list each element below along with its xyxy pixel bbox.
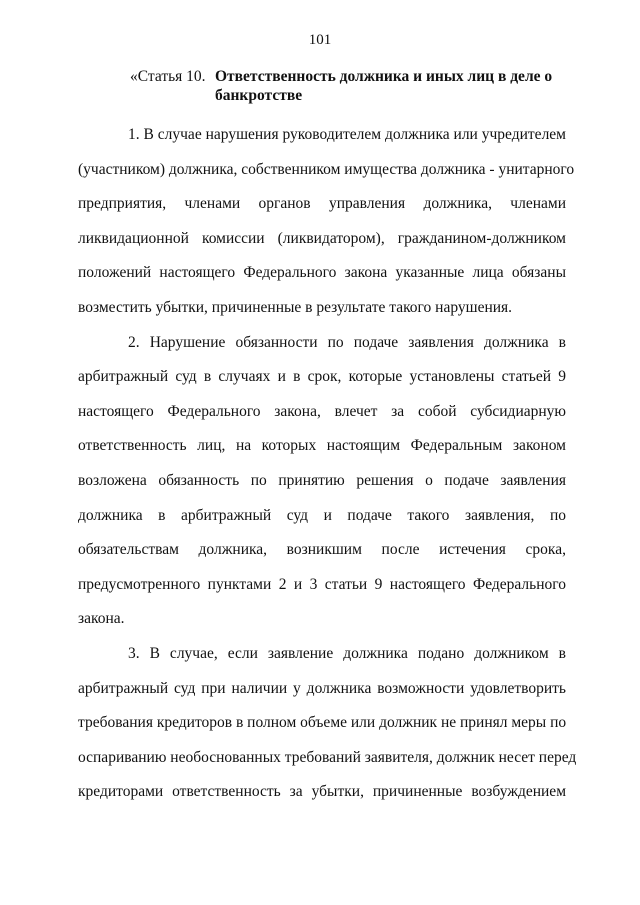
paragraph-line: 1. В случае нарушения руководителем должника или учредителем bbox=[128, 126, 566, 143]
paragraph-line: настоящего Федерального закона, влечет за собой субсидиарную bbox=[78, 402, 566, 420]
paragraph-line: арбитражный суд при наличии у должника возможности удовлетворить bbox=[78, 679, 566, 697]
paragraph-line: 2. Нарушение обязанности по подаче заявления должника в bbox=[128, 333, 566, 351]
paragraph-3 bbox=[78, 637, 577, 810]
article-title: Ответственность должника и иных лиц в деле о банкротстве bbox=[215, 68, 553, 104]
paragraph-line: ответственность лиц, на которых настоящим Федеральным законом bbox=[78, 437, 566, 455]
paragraph-line: 3. В случае, если заявление должника подано должником в bbox=[128, 644, 566, 662]
paragraph-line: должника в арбитражный суд и подаче такого заявления, по bbox=[78, 506, 566, 524]
paragraph-1 bbox=[78, 118, 575, 326]
paragraph-line: предусмотренного пунктами 2 и 3 статьи 9 настоящего Федерального bbox=[78, 575, 566, 593]
article-body bbox=[78, 118, 577, 810]
paragraph-line: арбитражный суд в случаях и в срок, которые установлены статьей 9 bbox=[78, 368, 566, 386]
article-prefix: «Статья 10. bbox=[130, 68, 206, 85]
paragraph-line: предприятия, членами органов управления должника, членами bbox=[78, 195, 566, 213]
paragraph-line: возложена обязанность по принятию решения о подаче заявления bbox=[78, 471, 566, 489]
paragraph-line: возместить убытки, причиненные в результате такого нарушения. bbox=[78, 298, 513, 316]
page-number: 101 bbox=[308, 32, 332, 48]
paragraph-line: положений настоящего Федерального закона указанные лица обязаны bbox=[78, 264, 566, 282]
paragraph-line: кредиторами ответственность за убытки, причиненные возбуждением bbox=[78, 783, 566, 801]
paragraph-line: требования кредиторов в полном объеме или должник не принял меры по bbox=[78, 714, 567, 732]
paragraph-line: ликвидационной комиссии (ликвидатором), гражданином-должником bbox=[78, 229, 566, 247]
paragraph-line: закона. bbox=[78, 610, 125, 628]
paragraph-line: (участником) должника, собственником имущества должника - унитарного bbox=[78, 160, 575, 178]
paragraph-line: обязательствам должника, возникшим после истечения срока, bbox=[78, 541, 566, 559]
paragraph-2 bbox=[78, 326, 566, 637]
paragraph-line: оспариванию необоснованных требований заявителя, должник несет перед bbox=[78, 748, 577, 766]
